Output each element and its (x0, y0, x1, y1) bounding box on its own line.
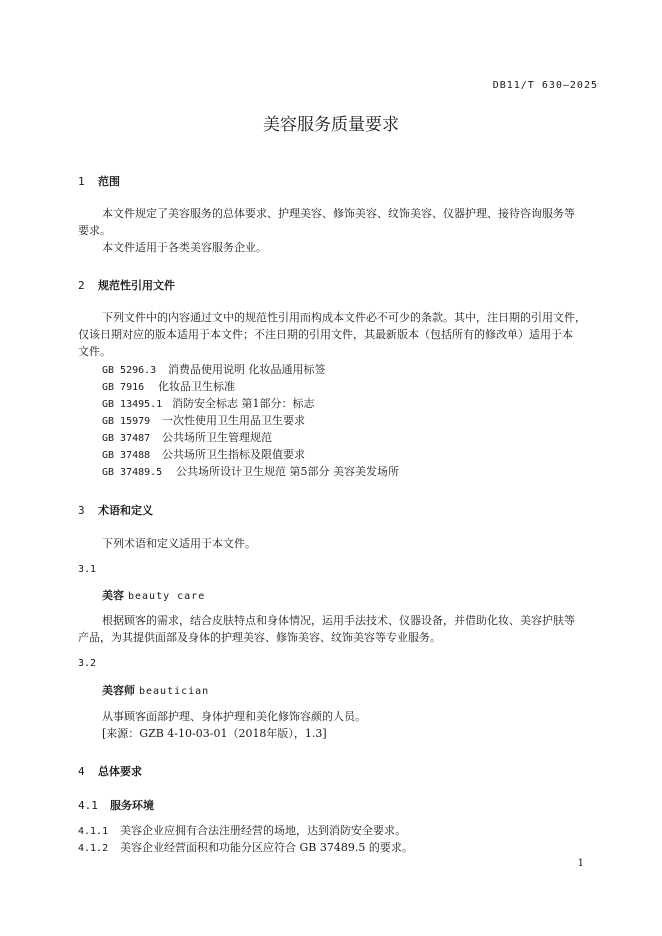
section-number: 2 (78, 279, 85, 292)
clause-text: 美容企业经营面积和功能分区应符合 GB 37489.5 的要求。 (120, 841, 413, 854)
subsection-title: 服务环境 (110, 799, 154, 812)
reference-code: GB 5296.3 (102, 365, 157, 376)
definition-source: [来源：GZB 4-10-03-01（2018年版），1.3] (102, 727, 327, 740)
reference-item (102, 361, 326, 377)
section-heading-normative-references (78, 277, 175, 293)
section-heading-terms-and-definitions (78, 502, 153, 518)
definition-line: 根据顾客的需求，结合皮肤特点和身体情况，运用手法技术、仪器设备，并借助化妆、美容护肤等 (102, 614, 575, 627)
document-code: DB11/T 630—2025 (492, 80, 598, 91)
reference-title: 公共场所卫生指标及限值要求 (162, 448, 305, 461)
reference-code: GB 15979 (102, 416, 151, 427)
reference-item (102, 429, 272, 445)
term-entry (102, 682, 209, 698)
paragraph-line: 本文件适用于各类美容服务企业。 (102, 241, 267, 254)
reference-code: GB 37488 (102, 450, 151, 461)
reference-code: GB 7916 (102, 382, 145, 393)
reference-item (102, 446, 305, 462)
term-zh: 美容师 (102, 684, 135, 697)
subsection-heading-service-environment (78, 797, 154, 813)
reference-code: GB 37489.5 (102, 467, 163, 478)
paragraph-line: 要求。 (78, 224, 111, 237)
reference-code: GB 13495.1 (102, 399, 163, 410)
section-title: 术语和定义 (98, 504, 153, 517)
paragraph-line: 文件。 (78, 345, 111, 358)
reference-code: GB 37487 (102, 433, 151, 444)
paragraph-line: 仅该日期对应的版本适用于本文件；不注日期的引用文件，其最新版本（包括所有的修改单）适用于本 (78, 328, 573, 341)
clause (78, 839, 413, 855)
section-title: 范围 (98, 175, 120, 188)
reference-title: 消费品使用说明 化妆品通用标签 (168, 363, 326, 376)
clause-number: 4.1.1 (78, 826, 109, 837)
reference-title: 消防安全标志 第1部分：标志 (172, 397, 315, 410)
term-zh: 美容 (102, 589, 124, 602)
page-number: 1 (577, 858, 584, 869)
section-number: 1 (78, 175, 85, 188)
section-number: 4 (78, 765, 85, 778)
definition-line: 从事顾客面部护理、身体护理和美化修饰容颜的人员。 (102, 710, 366, 723)
term-entry (102, 587, 205, 603)
reference-title: 公共场所卫生管理规范 (162, 431, 272, 444)
section-title: 规范性引用文件 (98, 279, 175, 292)
reference-title: 公共场所设计卫生规范 第5部分 美容美发场所 (176, 465, 399, 478)
paragraph-line: 下列术语和定义适用于本文件。 (102, 537, 256, 550)
term-number: 3.2 (78, 658, 97, 669)
section-number: 3 (78, 504, 85, 517)
definition-line: 产品，为其提供面部及身体的护理美容、修饰美容、纹饰美容等专业服务。 (78, 631, 441, 644)
section-title: 总体要求 (98, 765, 142, 778)
section-heading-general-requirements (78, 763, 142, 779)
subsection-number: 4.1 (78, 799, 98, 812)
clause-number: 4.1.2 (78, 843, 109, 854)
document-title: 美容服务质量要求 (263, 115, 399, 135)
section-heading-scope (78, 173, 120, 189)
reference-item (102, 378, 235, 394)
reference-item (102, 395, 315, 411)
reference-item (102, 463, 399, 479)
term-en: beauty care (128, 591, 206, 602)
term-number: 3.1 (78, 564, 97, 575)
clause-text: 美容企业应拥有合法注册经营的场地，达到消防安全要求。 (120, 824, 406, 837)
paragraph-line: 本文件规定了美容服务的总体要求、护理美容、修饰美容、纹饰美容、仪器护理、接待咨询服务等 (102, 207, 575, 220)
paragraph-line: 下列文件中的内容通过文中的规范性引用而构成本文件必不可少的条款。其中，注日期的引用文件， (102, 311, 586, 324)
reference-title: 化妆品卫生标准 (158, 380, 235, 393)
reference-title: 一次性使用卫生用品卫生要求 (162, 414, 305, 427)
clause (78, 822, 406, 838)
term-en: beautician (139, 686, 210, 697)
reference-item (102, 412, 305, 428)
